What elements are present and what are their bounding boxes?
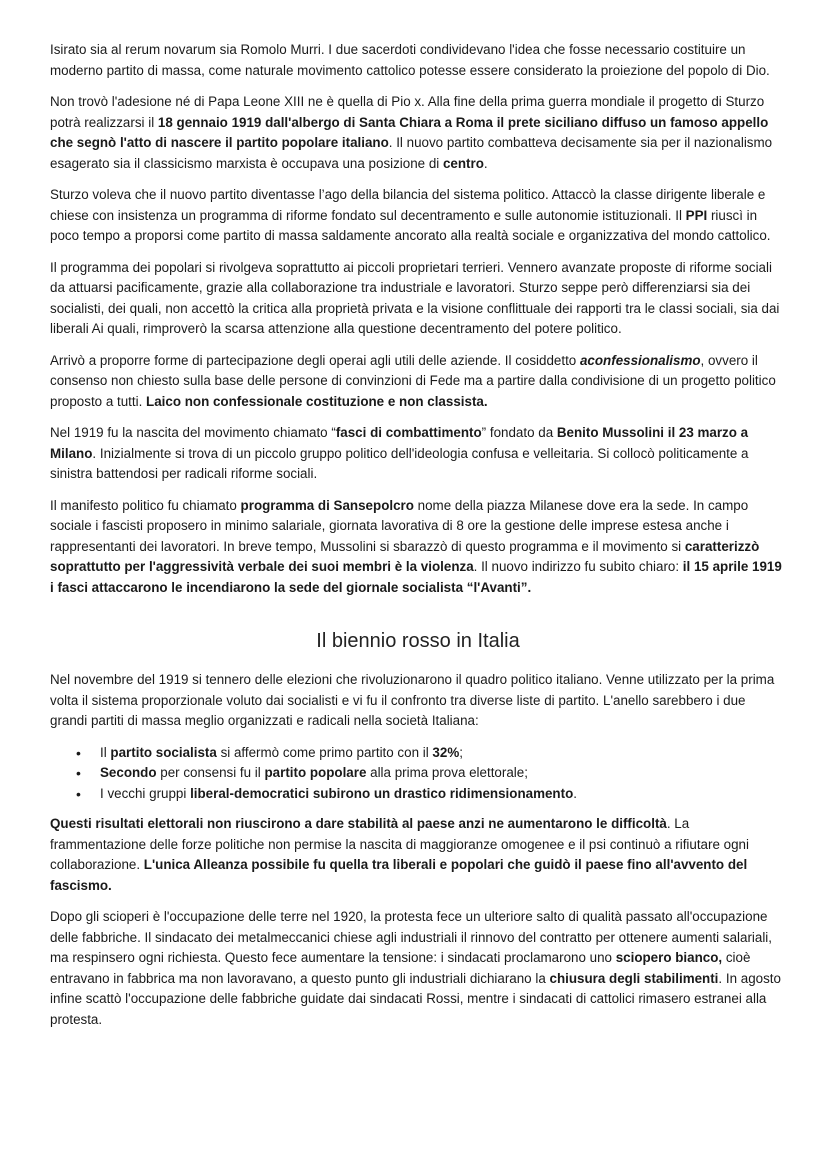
paragraph-popular-program xyxy=(50,258,786,340)
text-run: Isirato sia al rerum novarum sia Romolo Murri. I due sacerdoti condividevano l'idea che fosse necessario costituire un moderno partito di massa, come naturale movimento cattolico potesse essere considerato la proiezione del popolo di Dio. xyxy=(50,42,770,78)
list-item xyxy=(100,784,786,805)
text-run: Sturzo voleva che il nuovo partito diventasse l’ago della bilancia del sistema politico. Attaccò la classe dirigente liberale e chiese con insistenza un programma di riforme fondato sul decentramento e sulle autonomie istituzionali. Il xyxy=(50,187,766,223)
bold-text-run: Questi risultati elettorali non riuscirono a dare stabilità al paese anzi ne aumentarono le difficoltà xyxy=(50,816,667,831)
paragraph-ppi-founding xyxy=(50,92,786,174)
text-run: Il xyxy=(100,744,111,760)
bold-text-run: 18 gennaio 1919 dall'albergo di Santa Chiara a Roma il prete siciliano diffuso un famoso appello che segnò l'atto di nascere il partito popolare italiano xyxy=(50,114,769,150)
text-run: Arrivò a proporre forme di partecipazione degli operai agli utili delle aziende. Il cosiddetto xyxy=(50,352,580,368)
text-run: . Il nuovo indirizzo fu subito chiaro: xyxy=(473,559,683,574)
text-run: Nel 1919 fu la nascita del movimento chiamato “ xyxy=(50,425,336,440)
section-heading: Il biennio rosso in Italia xyxy=(316,630,520,652)
bold-text-run: sciopero bianco, xyxy=(615,950,723,965)
text-run: . Il nuovo partito combatteva decisamente sia per il nazionalismo esagerato sia il classicismo marxista è occupava una posizione di xyxy=(50,135,773,171)
text-run: per consensi fu il xyxy=(156,765,265,780)
paragraph-fasci-birth xyxy=(50,423,786,485)
text-run: , ovvero il consenso non chiesto sulla base delle persone di convinzioni di Fede ma a partire dalla condivisione di un progetto politico proposto a tutti. xyxy=(50,352,776,409)
bold-text-run: L'unica Alleanza possibile fu quella tra liberali e popolari che guidò il paese fino all'avvento del fascismo. xyxy=(50,857,748,893)
text-run: cioè entravano in fabbrica ma non lavoravano, a questo punto gli industriali dichiarano la xyxy=(50,950,751,986)
paragraph-sturzo-origins xyxy=(50,40,786,81)
paragraph-sturzo-goals xyxy=(50,185,786,247)
text-run: Non trovò l'adesione né di Papa Leone XIII ne è quella di Pio x. Alla fine della prima guerra mondiale il progetto di Sturzo potrà realizzarsi il xyxy=(50,94,765,130)
bold-text-run: partito socialista xyxy=(110,744,217,760)
text-run: ; xyxy=(459,744,463,760)
text-run: . xyxy=(573,785,577,801)
text-run: alla prima prova elettorale; xyxy=(366,765,528,780)
list-item xyxy=(100,743,786,764)
bold-text-run: programma di Sansepolcro xyxy=(240,497,414,513)
bold-italic-text-run xyxy=(580,353,701,368)
bold-text-run: liberal-democratici subirono un drastico ridimensionamento xyxy=(190,785,574,801)
bold-text-run: il 15 aprile 1919 i fasci attaccarono le incendiarono la sede del giornale socialista “l'Avanti”. xyxy=(50,559,782,595)
bold-text-run: Laico non confessionale costituzione e non classista. xyxy=(146,393,488,409)
bold-text-run: PPI xyxy=(685,207,708,223)
bold-text-run: fasci di combattimento xyxy=(335,425,482,440)
paragraph-instability xyxy=(50,814,786,896)
text-run: Il programma dei popolari si rivolgeva soprattutto ai piccoli proprietari terrieri. Vennero avanzate proposte di riforme sociali da attuarsi pacificamente, grazie alla collaborazione tra industriale e lavoratori. Sturzo seppe però differenziarsi sia dei socialisti, dei quali, non accettò la critica alla proprietà privata e la visione conflittuale dei rapporti tra le classi sociali, sia dai liberali Ai quali, rimproverò la scarsa attenzione alla questione decentramento del potere politico. xyxy=(50,259,780,336)
paragraph-1919-elections xyxy=(50,670,786,732)
document-body xyxy=(50,40,786,1041)
text-run: Nel novembre del 1919 si tennero delle elezioni che rivoluzionarono il quadro politico italiano. Venne utilizzato per la prima volta il sistema proporzionale voluto dai socialisti e vi fu il confronto tra diverse liste di partito. L'anello sarebbero i due grandi partiti di massa meglio organizzati e radicali nella società Italiana: xyxy=(50,672,775,728)
text-run: . In agosto infine scattò l'occupazione delle fabbriche guidate dai sindacati Rossi, mentre i sindacati di cattolici rimasero estranei alla protesta. xyxy=(50,970,781,1027)
italic-text-run: aconfessionalismo xyxy=(579,352,701,368)
list-item xyxy=(100,763,786,784)
bold-text-run: 32% xyxy=(432,744,460,760)
bold-text-run: Benito Mussolini il 23 marzo a Milano xyxy=(50,425,749,461)
text-run: . La frammentazione delle forze politiche non permise la nascita di maggioranze omogenee e il psi continuò a rifiutare ogni collaborazione. xyxy=(50,816,749,872)
text-run: Dopo gli scioperi è l'occupazione delle terre nel 1920, la protesta fece un ulteriore salto di qualità passato all'occupazione delle fabbriche. Il sindacato dei metalmeccanici chiese agli industriali il rinnovo del contratto per ottenere aumenti salariali, ma respinsero ogni richiesta. Questo fece aumentare la tensione: i sindacati proclamarono uno xyxy=(50,909,772,965)
text-run: Il manifesto politico fu chiamato xyxy=(50,497,241,513)
text-run: . xyxy=(483,155,488,171)
text-run: si affermò come primo partito con il xyxy=(216,744,433,760)
text-run: I vecchi gruppi xyxy=(100,785,191,801)
paragraph-factory-occupation xyxy=(50,907,786,1030)
text-run: ” fondato da xyxy=(481,425,557,440)
election-results-list xyxy=(50,743,786,805)
paragraph-sansepolcro-program xyxy=(50,496,786,599)
bold-text-run: partito popolare xyxy=(264,765,367,780)
paragraph-aconfessionalism xyxy=(50,351,786,413)
text-run: nome della piazza Milanese dove era la sede. In campo sociale i fascisti proposero in minimo salariale, giornata lavorativa di 8 ore la gestione delle imprese estesa anche i rappresentanti dei lavoratori. In breve tempo, Mussolini si sbarazzò di questo programma e il movimento si xyxy=(50,497,749,554)
bold-text-run: chiusura degli stabilimenti xyxy=(549,970,719,986)
text-run: . Inizialmente si trova di un piccolo gruppo politico dell'ideologia confusa e velleitaria. Si collocò politicamente a sinistra battendosi per radicali riforme sociali. xyxy=(50,445,749,481)
text-run: riuscì in poco tempo a proporsi come partito di massa saldamente ancorato alla realtà sociale e organizzativa del mondo cattolico. xyxy=(50,207,771,243)
bold-text-run: centro xyxy=(442,155,484,171)
bold-text-run: Secondo xyxy=(100,765,157,780)
bold-text-run: caratterizzò soprattutto per l'aggressività verbale dei suoi membri è la violenza xyxy=(50,538,760,574)
